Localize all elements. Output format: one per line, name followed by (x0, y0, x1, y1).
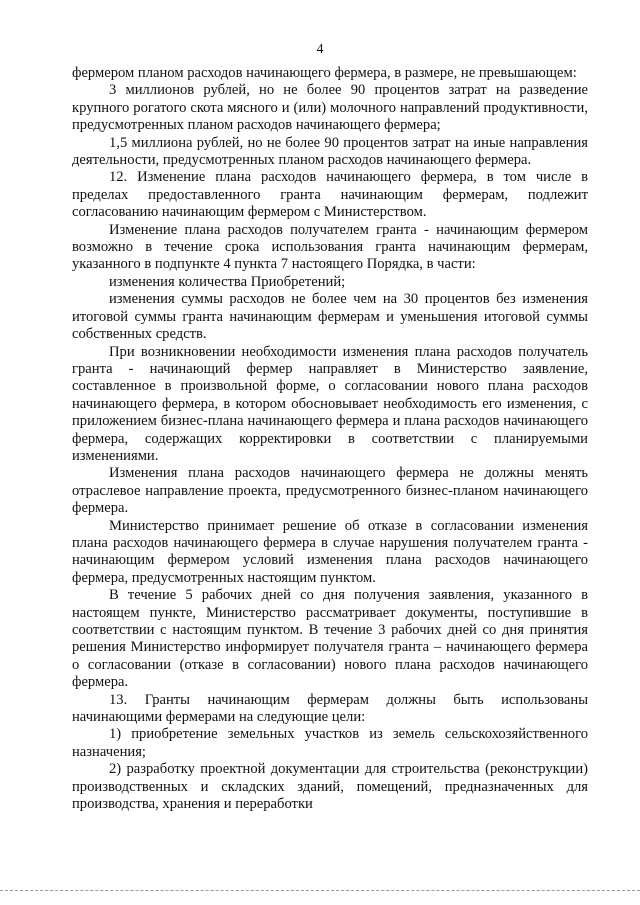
paragraph-grant-other: 1,5 миллиона рублей, но не более 90 процентов затрат на иные направления деятельности, предусмотренных планом расходов начинающего фермера. (72, 134, 588, 169)
paragraph-review-term: В течение 5 рабочих дней со дня получения заявления, указанного в настоящем пункте, Министерство рассматривает документы, поступившие в соответствии с настоящим пунктом. В течение 3 рабочих дней со дня принятия решения Министерство информирует получателя гранта – начинающего фермера о согласовании (отказе в согласовании) нового плана расходов начинающего фермера. (72, 587, 588, 691)
paragraph-application: При возникновении необходимости изменения плана расходов получатель гранта - начинающий фермер направляет в Министерство заявление, составленное в произвольной форме, о согласовании нового плана расходов начинающего фермера, в котором обосновывает необходимость его изменения, с приложением бизнес-плана начинающего фермера и плана расходов начинающего фермера, содержащих корректировки в соответствии с планируемыми изменениями. (72, 343, 588, 464)
paragraph-change-amount: изменения суммы расходов не более чем на 30 процентов без изменения итоговой суммы гранта начинающим фермерам и уменьшения итоговой суммы собственных средств. (72, 291, 588, 343)
paragraph-purpose-2: 2) разработку проектной документации для строительства (реконструкции) производственных и складских зданий, помещений, предназначенных для производства, хранения и переработки (72, 761, 588, 813)
paragraph-item-12: 12. Изменение плана расходов начинающего фермера, в том числе в пределах предоставленного гранта начинающим фермерам, подлежит согласованию начинающим фермером с Министерством. (72, 169, 588, 221)
paragraph-item-13: 13. Гранты начинающим фермерам должны быть использованы начинающими фермерами на следующие цели: (72, 691, 588, 726)
paragraph-continuation: фермером планом расходов начинающего фермера, в размере, не превышающем: (72, 65, 577, 81)
paragraph-purpose-1: 1) приобретение земельных участков из земель сельскохозяйственного назначения; (72, 726, 588, 760)
page-number: 4 (316, 42, 324, 57)
document-body (72, 65, 588, 813)
paragraph-direction: Изменения плана расходов начинающего фермера не должны менять отраслевое направление проекта, предусмотренного бизнес-планом начинающего фермера. (72, 465, 588, 517)
paragraph-change-quantity: изменения количества Приобретений; (109, 273, 346, 290)
paragraph-change-period: Изменение плана расходов получателем гранта - начинающим фермером возможно в течение срока использования гранта начинающим фермерам, указанного в подпункте 4 пункта 7 настоящего Порядка, в части: (72, 221, 588, 273)
scan-edge-line (0, 890, 640, 891)
paragraph-refusal: Министерство принимает решение об отказе в согласовании изменения плана расходов начинающего фермера в случае нарушения получателем гранта - начинающим фермером условий изменения плана расходов начинающего фермера, предусмотренных настоящим пунктом. (72, 517, 588, 586)
paragraph-grant-cattle: 3 миллионов рублей, но не более 90 процентов затрат на разведение крупного рогатого скота мясного и (или) молочного направлений продуктивности, предусмотренных планом расходов начинающего фермера; (72, 82, 588, 134)
